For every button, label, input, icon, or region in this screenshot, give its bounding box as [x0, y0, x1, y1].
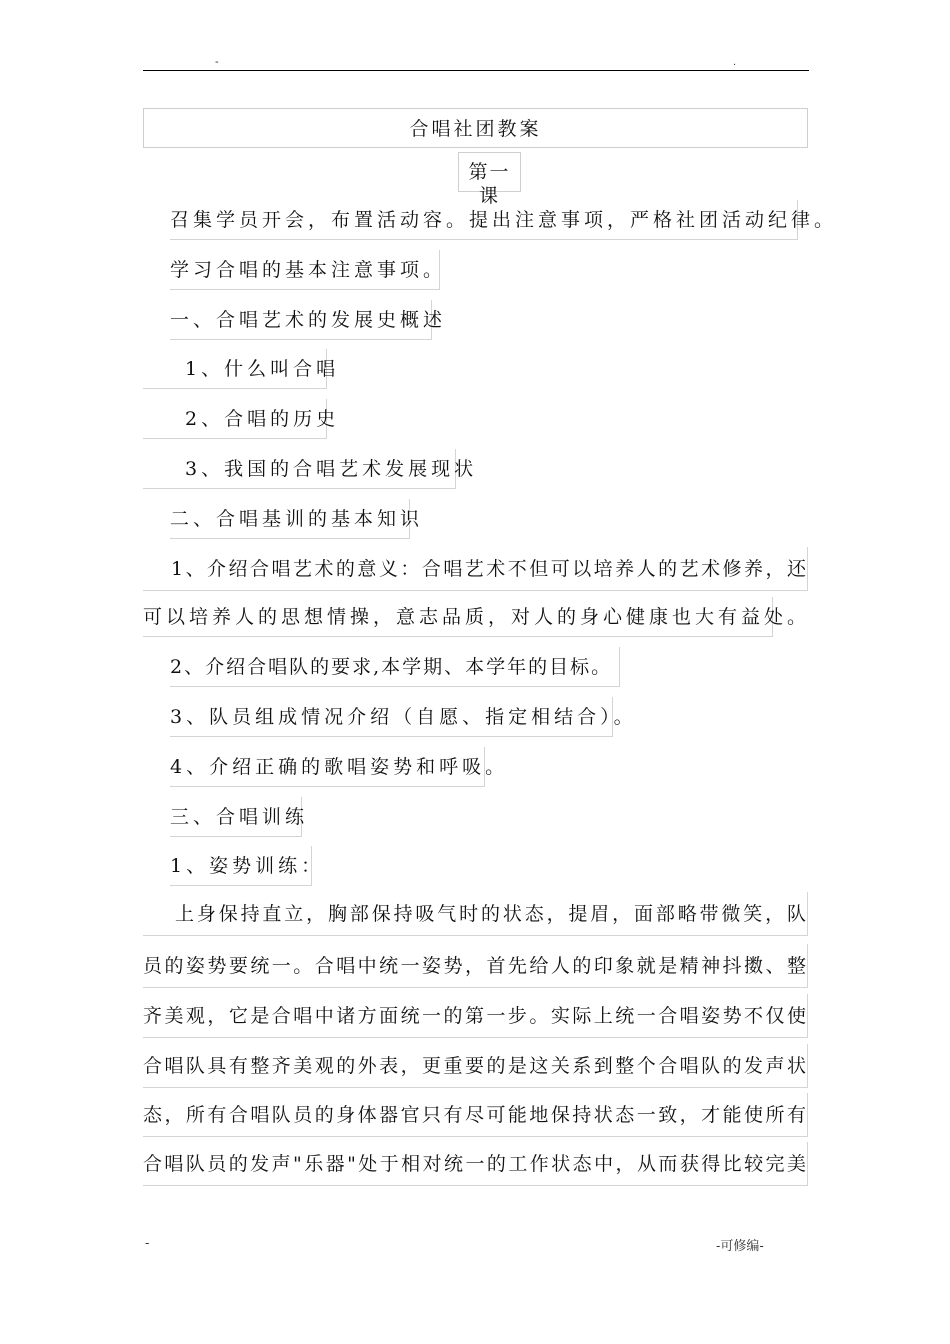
paragraph-line: 齐美观，它是合唱中诸方面统一的第一步。实际上统一合唱姿势不仅使 [143, 994, 808, 1038]
text-line: 1、介绍合唱艺术的意义：合唱艺术不但可以培养人的艺术修养，还 [143, 547, 808, 591]
paragraph-line: 合唱队具有整齐美观的外表，更重要的是这关系到整个合唱队的发声状 [143, 1044, 808, 1088]
list-item: 3、我国的合唱艺术发展现状 [143, 449, 456, 489]
paragraph-line: 员的姿势要统一。合唱中统一姿势，首先给人的印象就是精神抖擞、整 [143, 944, 808, 988]
header-right-mark: . [733, 56, 737, 68]
list-item: 1、姿势训练： [170, 846, 312, 886]
list-item: 2、合唱的历史 [143, 399, 327, 439]
paragraph-line: 态，所有合唱队员的身体器官只有尽可能地保持状态一致，才能使所有 [143, 1093, 808, 1137]
text-line: 召集学员开会，布置活动容。提出注意事项，严格社团活动纪律。 [170, 200, 798, 240]
list-item: 3、队员组成情况介绍（自愿、指定相结合）。 [170, 697, 613, 737]
section-heading: 一、合唱艺术的发展史概述 [170, 300, 432, 340]
list-item: 1、什么叫合唱 [143, 349, 327, 389]
header-left-mark: - [215, 56, 219, 68]
lesson-heading: 第一课 [458, 152, 521, 192]
list-item: 4、介绍正确的歌唱姿势和呼吸。 [170, 747, 485, 787]
header-rule [143, 70, 809, 71]
section-heading: 二、合唱基训的基本知识 [170, 499, 410, 539]
paragraph-line: 合唱队员的发声"乐器"处于相对统一的工作状态中，从而获得比较完美 [143, 1142, 808, 1186]
list-item: 2、介绍合唱队的要求,本学期、本学年的目标。 [170, 647, 620, 687]
footer-left-mark: - [145, 1235, 150, 1250]
footer-editable-note: -可修编- [716, 1238, 764, 1253]
paragraph-line: 上身保持直立，胸部保持吸气时的状态，提眉，面部略带微笑，队 [143, 892, 808, 936]
text-line: 学习合唱的基本注意事项。 [170, 250, 440, 290]
text-line: 可以培养人的思想情操，意志品质，对人的身心健康也大有益处。 [143, 597, 773, 637]
document-title: 合唱社团教案 [143, 108, 808, 148]
section-heading: 三、合唱训练 [170, 797, 302, 837]
